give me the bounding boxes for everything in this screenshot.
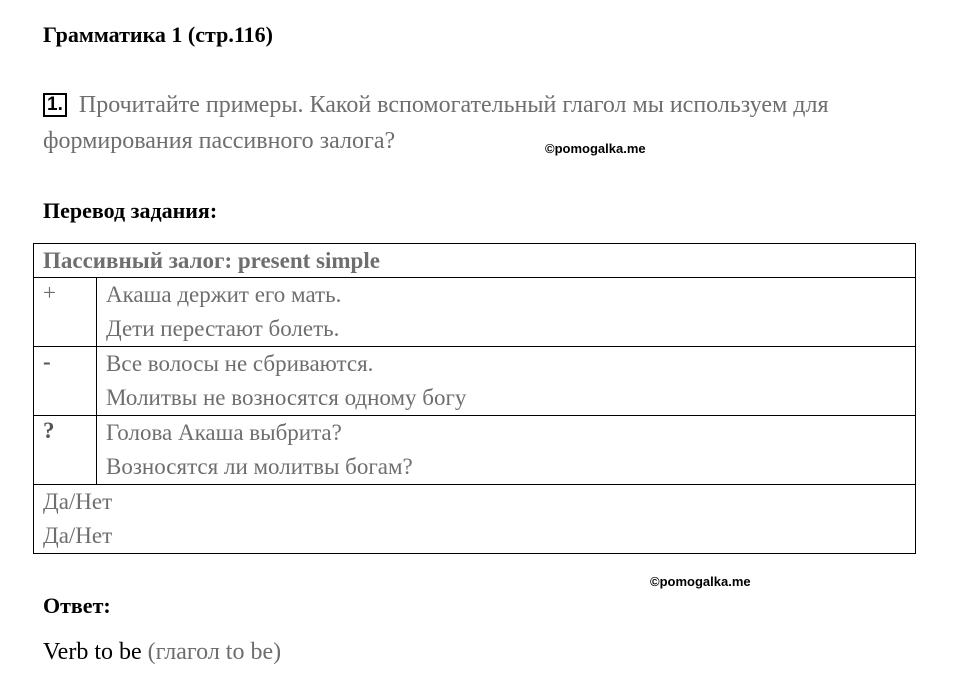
table-row [34,347,916,416]
example-line: Дети перестают болеть. [106,316,340,341]
table-footer-cell [34,485,916,554]
passive-voice-table [33,243,916,554]
row-symbol-minus: - [34,347,97,416]
task-text-line-1: Прочитайте примеры. Какой вспомогательный глагол мы используем для [78,92,829,118]
table-footer-row [34,485,916,554]
table-row [34,416,916,485]
yes-no-line: Да/Нет [43,489,113,514]
example-line: Голова Акаша выбрита? [106,420,342,445]
row-examples [97,416,916,485]
row-symbol-plus: + [34,278,97,347]
task-number: 1. [43,93,67,117]
yes-no-line: Да/Нет [43,523,113,548]
row-symbol-question: ? [34,416,97,485]
watermark-top: ©pomogalka.me [545,141,646,156]
answer-note: (глагол to be) [147,639,282,665]
row-examples [97,347,916,416]
watermark-bottom: ©pomogalka.me [650,574,751,589]
page-title: Грамматика 1 (стр.116) [43,22,273,47]
example-line: Молитвы не возносятся одному богу [106,385,467,410]
answer-heading: Ответ: [43,593,111,618]
answer-main: Verb to be [43,639,142,665]
table-row [34,278,916,347]
example-line: Все волосы не сбриваются. [106,351,374,376]
example-line: Акаша держит его мать. [106,282,342,307]
task-text-line-2: формирования пассивного залога? [43,128,396,154]
table-header-cell: Пассивный залог: present simple [34,244,916,278]
table-header-row [34,244,916,278]
example-line: Возносятся ли молитвы богам? [106,454,413,479]
row-examples [97,278,916,347]
answer-text [43,639,281,666]
translation-heading: Перевод задания: [43,198,218,223]
task-statement-line-1 [43,88,829,122]
